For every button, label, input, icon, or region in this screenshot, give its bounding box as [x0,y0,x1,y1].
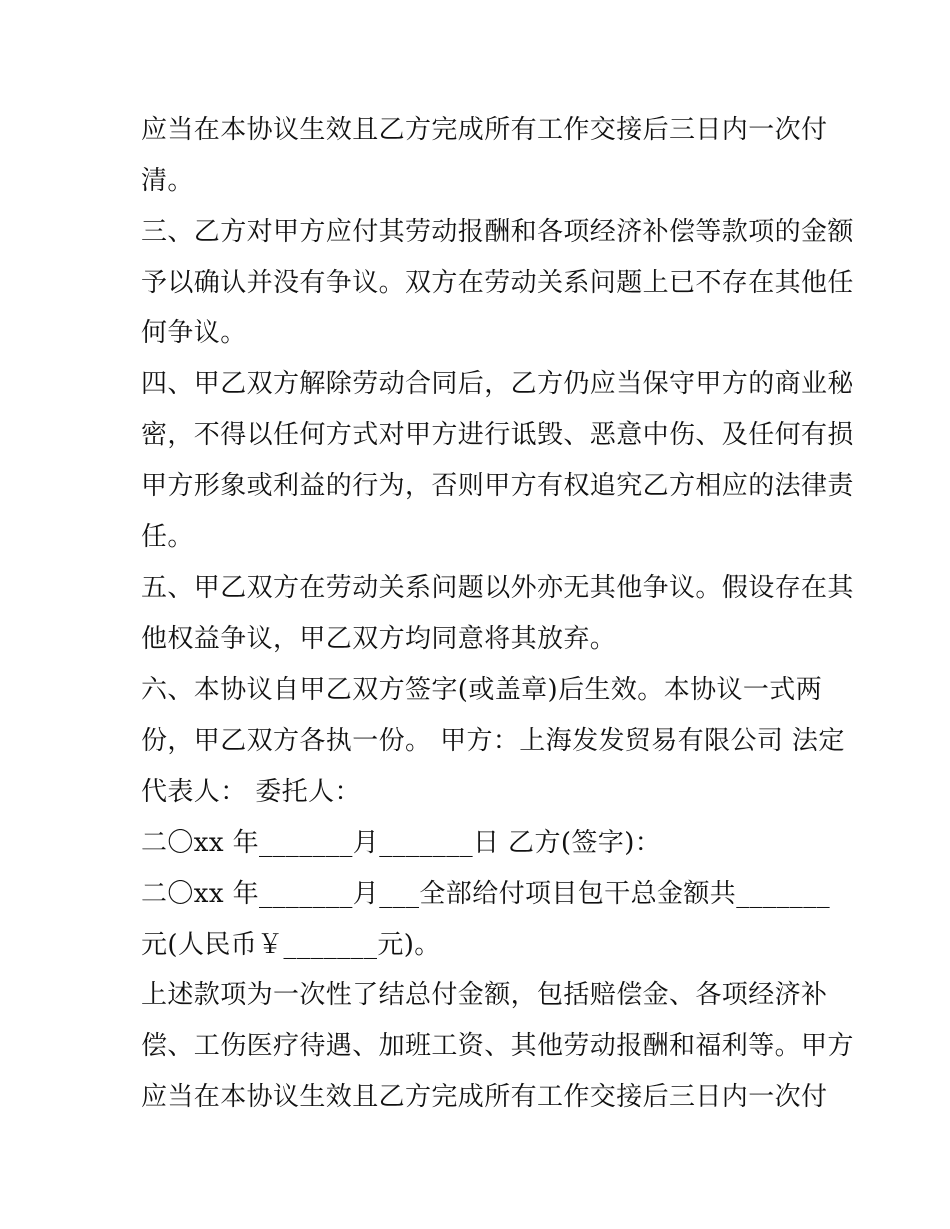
text-line: 上述款项为一次性了结总付金额，包括赔偿金、各项经济补 [141,980,828,1010]
text-line: 密，不得以任何方式对甲方进行诋毁、恶意中伤、及任何有损 [141,420,854,450]
text-line: 四、甲乙双方解除劳动合同后，乙方仍应当保守甲方的商业秘 [141,369,854,399]
text-line: 应当在本协议生效且乙方完成所有工作交接后三日内一次付 [141,115,828,145]
text-line: 代表人： 委托人： [141,777,361,807]
text-line: 元(人民币￥_______元)。 [141,930,441,960]
text-line: 予以确认并没有争议。双方在劳动关系问题上已不存在其他任 [141,268,854,298]
text-line: 任。 [141,522,194,552]
text-line: 何争议。 [141,318,247,348]
text-line: 六、本协议自甲乙双方签字(或盖章)后生效。本协议一式两 [141,675,823,705]
text-line: 二〇xx 年_______月_______日 乙方(签字)： [141,828,662,858]
text-line: 二〇xx 年_______月___全部给付项目包干总金额共_______ [141,879,830,909]
text-line: 份，甲乙双方各执一份。 甲方：上海发发贸易有限公司 法定 [141,726,845,756]
text-line: 应当在本协议生效且乙方完成所有工作交接后三日内一次付 [141,1082,828,1112]
text-line: 偿、工伤医疗待遇、加班工资、其他劳动报酬和福利等。甲方 [141,1031,854,1061]
text-line: 清。 [141,166,194,196]
text-line: 他权益争议，甲乙双方均同意将其放弃。 [141,624,617,654]
text-line: 五、甲乙双方在劳动关系问题以外亦无其他争议。假设存在其 [141,573,854,603]
text-line: 甲方形象或利益的行为，否则甲方有权追究乙方相应的法律责 [141,471,854,501]
text-line: 三、乙方对甲方应付其劳动报酬和各项经济补偿等款项的金额 [141,217,854,247]
